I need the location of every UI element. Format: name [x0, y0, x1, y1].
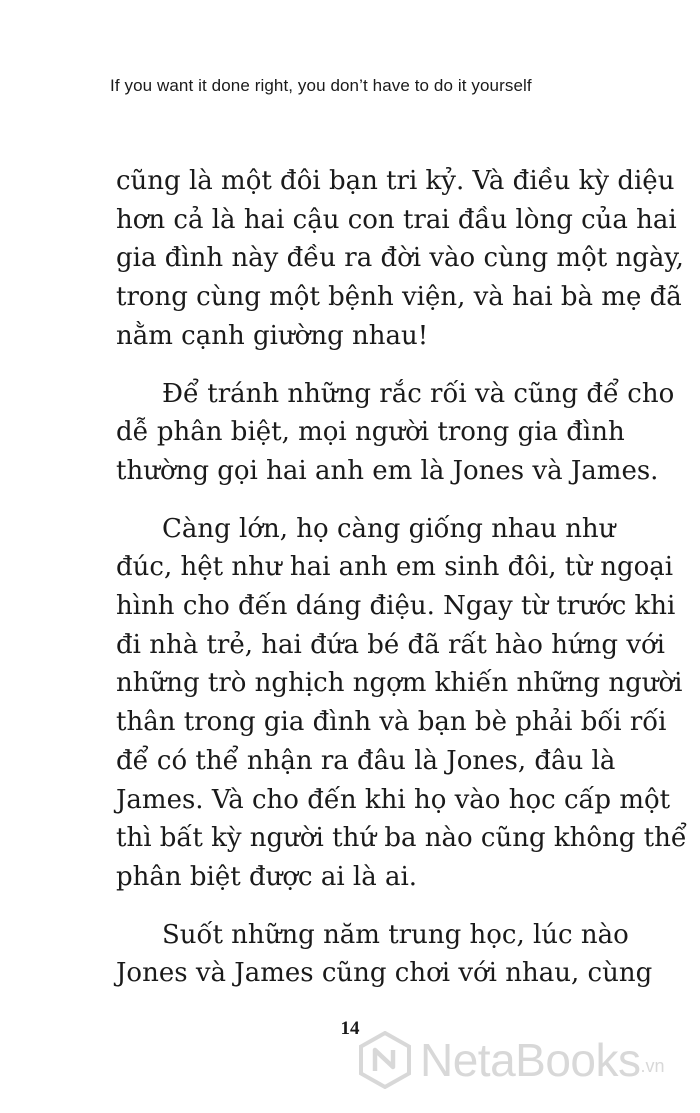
netabooks-watermark	[358, 1030, 665, 1090]
text-line: nằm cạnh giường nhau!	[116, 320, 429, 351]
text-line: những trò nghịch ngợm khiến những người	[116, 668, 683, 699]
watermark-brand: NetaBooks	[420, 1034, 641, 1086]
paragraph-3	[116, 510, 687, 897]
paragraph-4	[116, 916, 653, 993]
watermark-tld: .vn	[640, 1056, 665, 1076]
text-line: Để tránh những rắc rối và cũng để cho	[162, 378, 675, 409]
text-line: trong cùng một bệnh viện, và hai bà mẹ đã	[116, 282, 682, 313]
text-line: gia đình này đều ra đời vào cùng một ngày,	[116, 243, 684, 274]
text-line: James. Và cho đến khi họ vào học cấp một	[116, 784, 671, 815]
paragraph-1	[116, 162, 684, 356]
netabooks-logo-icon	[358, 1031, 412, 1089]
text-line: hơn cả là hai cậu con trai đầu lòng của hai	[116, 204, 677, 235]
text-line: cũng là một đôi bạn tri kỷ. Và điều kỳ diệu	[116, 166, 675, 196]
text-line: Jones và James cũng chơi với nhau, cùng	[116, 958, 653, 989]
body-text	[116, 162, 687, 993]
page-number: 14	[340, 1018, 360, 1039]
text-line: phân biệt được ai là ai.	[116, 861, 418, 892]
text-line: Suốt những năm trung học, lúc nào	[162, 919, 629, 950]
text-line: để có thể nhận ra đâu là Jones, đâu là	[116, 745, 616, 776]
text-line: thường gọi hai anh em là Jones và James.	[116, 455, 659, 486]
text-line: Càng lớn, họ càng giống nhau như	[162, 513, 616, 544]
text-line: dễ phân biệt, mọi người trong gia đình	[116, 417, 625, 448]
text-line: hình cho đến dáng điệu. Ngay từ trước khi	[116, 591, 676, 622]
running-header: If you want it done right, you don’t have to do it yourself	[110, 76, 532, 95]
text-line: đi nhà trẻ, hai đứa bé đã rất hào hứng với	[116, 629, 665, 660]
text-line: thì bất kỳ người thứ ba nào cũng không thể	[116, 823, 687, 854]
text-line: thân trong gia đình và bạn bè phải bối rối	[116, 707, 667, 738]
paragraph-2	[116, 375, 675, 491]
text-line: đúc, hệt như hai anh em sinh đôi, từ ngoại	[116, 552, 674, 583]
